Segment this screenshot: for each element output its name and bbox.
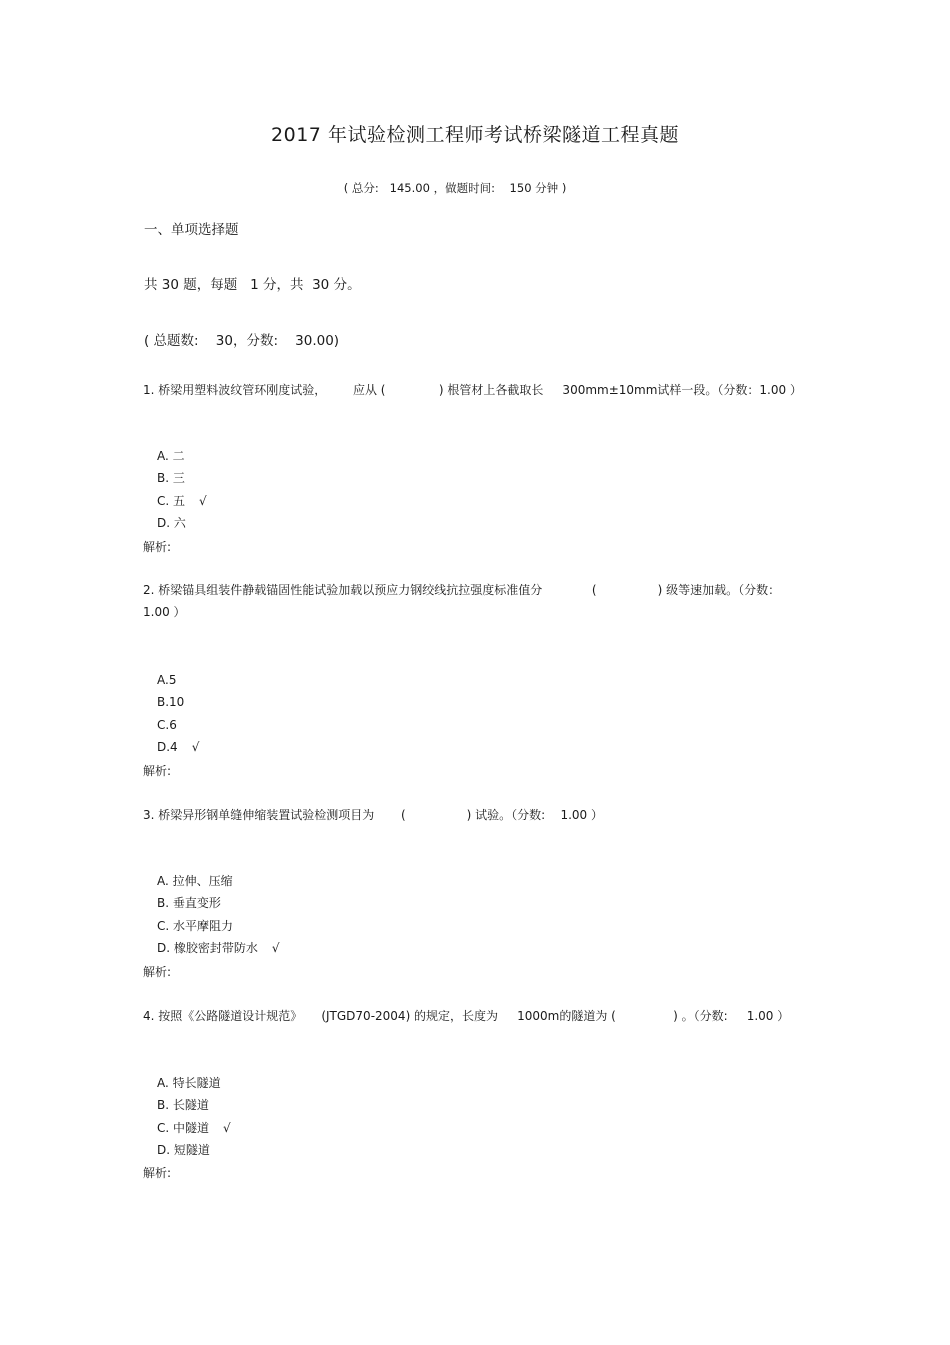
question-2-options (157, 669, 199, 758)
option-c (157, 1117, 231, 1139)
option-d (157, 937, 280, 959)
option-a (157, 1072, 231, 1094)
option-a (157, 445, 207, 467)
check-mark-icon: √ (191, 739, 200, 754)
option-d (157, 1139, 231, 1161)
option-label: D. 橡胶密封带防水 (157, 940, 258, 955)
exam-meta: ( 总分: 145.00 ，做题时间: 150 分钟 ) (343, 181, 567, 195)
option-d (157, 512, 207, 534)
option-label: C.6 (157, 717, 177, 732)
check-mark-icon: √ (223, 1120, 231, 1135)
option-label: C. 水平摩阻力 (157, 918, 234, 933)
section-description: 共 30 题，每题 1 分，共 30 分。 (144, 277, 361, 293)
option-label: C. 中隧道 (157, 1120, 210, 1135)
question-3-options (157, 870, 280, 959)
option-label: D. 六 (157, 515, 186, 530)
option-a (157, 870, 280, 892)
option-c (157, 490, 207, 512)
document-title: 2017 年试验检测工程师考试桥梁隧道工程真题 (271, 124, 679, 146)
option-d (157, 736, 199, 758)
question-1-text: 1. 桥梁用塑料波纹管环刚度试验， 应从 ( ) 根管材上各截取长 300mm±10mm试样一段。（分数：1.00 ） (143, 383, 802, 397)
option-label: A. 特长隧道 (157, 1076, 221, 1090)
question-2-text: 2. 桥梁锚具组装件静载锚固性能试验加载以预应力钢绞线抗拉强度标准值分 ( ) 级等速加载。（分数： 1.00 ） (143, 583, 788, 619)
option-label: D. 短隧道 (157, 1142, 210, 1157)
option-c (157, 915, 280, 937)
option-label: C. 五 (157, 493, 186, 508)
option-label: A. 拉伸、压缩 (157, 874, 233, 888)
option-b (157, 691, 199, 713)
option-label: A.5 (157, 673, 177, 687)
analysis-label: 解析: (143, 540, 172, 554)
option-label: D.4 (157, 739, 178, 754)
option-label: B. 三 (157, 471, 185, 486)
analysis-label: 解析: (143, 965, 172, 979)
section-heading: 一、单项选择题 (144, 222, 239, 238)
option-label: B.10 (157, 695, 185, 710)
check-mark-icon: √ (271, 940, 280, 955)
option-b (157, 1094, 231, 1116)
analysis-label: 解析: (143, 764, 172, 778)
question-3-text: 3. 桥梁异形钢单缝伸缩装置试验检测项目为 ( ) 试验。（分数: 1.00 ） (143, 808, 604, 822)
section-summary: ( 总题数: 30，分数: 30.00) (144, 333, 340, 349)
question-1-options (157, 445, 207, 534)
option-label: B. 垂直变形 (157, 896, 221, 911)
option-a (157, 669, 199, 691)
analysis-label: 解析: (143, 1166, 172, 1180)
question-4-options (157, 1072, 231, 1161)
option-b (157, 467, 207, 489)
question-4-text: 4. 按照《公路隧道设计规范》 (JTGD70-2004) 的规定，长度为 1000m的隧道为 ( ) 。（分数: 1.00 ） (143, 1009, 790, 1023)
option-label: B. 长隧道 (157, 1098, 209, 1113)
option-b (157, 892, 280, 914)
option-c (157, 714, 199, 736)
check-mark-icon: √ (199, 493, 207, 508)
option-label: A. 二 (157, 449, 185, 463)
